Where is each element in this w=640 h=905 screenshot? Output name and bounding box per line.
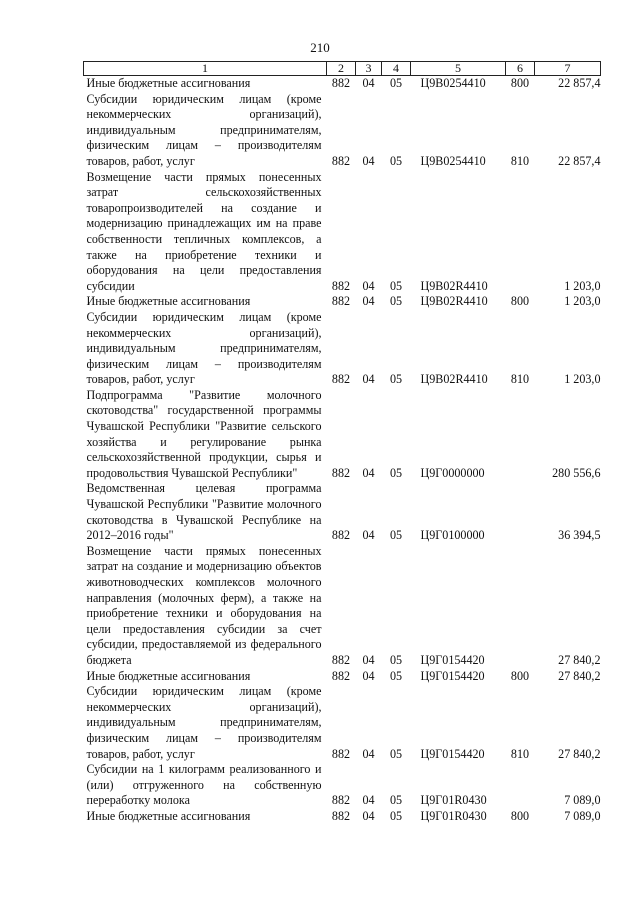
table-row (84, 388, 601, 482)
row-ministry-code: 882 (331, 793, 351, 808)
row-section-code: 04 (362, 294, 375, 309)
table-body (84, 76, 601, 825)
row-subsection-code: 05 (389, 465, 403, 480)
header-col-7: 7 (535, 62, 601, 76)
row-subsection-code: 05 (389, 294, 403, 309)
row-target-article: Ц9Г01R0430 (420, 808, 487, 823)
row-amount: 27 840,2 (558, 746, 601, 761)
row-expense-type: 800 (510, 808, 530, 823)
table-row (84, 669, 601, 685)
row-subsection-code: 05 (389, 746, 403, 761)
row-expense-type: 800 (510, 294, 530, 309)
row-subsection-code: 05 (389, 76, 403, 90)
row-expense-type: 810 (510, 746, 530, 761)
row-subsection-code: 05 (389, 668, 403, 683)
row-ministry-code: 882 (331, 153, 351, 168)
row-subsection-code: 05 (389, 278, 403, 293)
row-amount: 1 203,0 (564, 372, 601, 387)
row-target-article: Ц9В02R4410 (420, 278, 488, 293)
row-target-article: Ц9В02R4410 (420, 294, 488, 309)
row-section-code: 04 (362, 465, 375, 480)
row-name: Иные бюджетные ассигнования (86, 668, 251, 683)
row-name: Возмещение части прямых понесенных затрат на создание и модернизацию объектов животноводческих комплексов молочного направления (молочных ферм), а также на приобретение техники и оборудования на цели предоставления субсидии за счет субсидии, предоставляемой из федерального бюджета (86, 543, 322, 667)
row-name: Ведомственная целевая программа Чувашской Республики "Развитие молочного скотоводства в Чувашской Республике на 2012–2016 годы" (86, 481, 322, 543)
row-ministry-code: 882 (331, 668, 351, 683)
row-expense-type: 800 (510, 76, 530, 90)
row-name: Субсидии на 1 килограмм реализованного и (или) отгруженного на собственную переработку молока (86, 762, 322, 808)
row-ministry-code: 882 (331, 76, 351, 90)
row-amount: 22 857,4 (558, 76, 601, 90)
table-row (84, 809, 601, 825)
row-expense-type (506, 762, 535, 809)
row-amount: 22 857,4 (558, 153, 601, 168)
row-expense-type (506, 388, 535, 482)
row-section-code: 04 (362, 278, 375, 293)
header-col-1: 1 (84, 62, 327, 76)
row-subsection-code: 05 (389, 528, 403, 543)
row-target-article: Ц9Г0000000 (420, 465, 485, 480)
row-section-code: 04 (362, 153, 375, 168)
header-col-3: 3 (356, 62, 382, 76)
row-ministry-code: 882 (331, 652, 351, 667)
row-ministry-code: 882 (331, 372, 351, 387)
row-amount: 7 089,0 (564, 808, 601, 823)
table-row (84, 76, 601, 92)
table-row (84, 170, 601, 295)
row-target-article: Ц9Г0154420 (420, 668, 485, 683)
row-name: Подпрограмма "Развитие молочного скотоводства" государственной программы Чувашской Республики "Развитие сельского хозяйства и регулирование рынка сельскохозяйственной продукции, сырья и продовольствия Чувашской Республики" (86, 387, 322, 480)
row-target-article: Ц9В0254410 (420, 153, 486, 168)
row-target-article: Ц9В02R4410 (420, 372, 488, 387)
row-subsection-code: 05 (389, 153, 403, 168)
table-row (84, 310, 601, 388)
row-target-article: Ц9В0254410 (420, 76, 486, 90)
row-amount: 1 203,0 (564, 294, 601, 309)
table-row (84, 762, 601, 809)
row-target-article: Ц9Г01R0430 (420, 793, 487, 808)
row-ministry-code: 882 (331, 528, 351, 543)
table-row (84, 684, 601, 762)
row-section-code: 04 (362, 668, 375, 683)
row-ministry-code: 882 (331, 278, 351, 293)
row-ministry-code: 882 (331, 465, 351, 480)
row-name: Иные бюджетные ассигнования (86, 294, 251, 309)
row-section-code: 04 (362, 652, 375, 667)
row-expense-type (506, 481, 535, 543)
row-ministry-code: 882 (331, 808, 351, 823)
row-expense-type: 810 (510, 153, 530, 168)
row-ministry-code: 882 (331, 294, 351, 309)
row-section-code: 04 (362, 76, 375, 90)
table-row (84, 92, 601, 170)
row-section-code: 04 (362, 808, 375, 823)
row-name: Субсидии юридическим лицам (кроме некоммерческих организаций), индивидуальным предпринимателям, физическим лицам – производителям товаров, работ, услуг (86, 91, 322, 168)
row-expense-type (506, 170, 535, 295)
row-section-code: 04 (362, 793, 375, 808)
row-expense-type (506, 544, 535, 669)
header-col-6: 6 (506, 62, 535, 76)
row-section-code: 04 (362, 372, 375, 387)
row-target-article: Ц9Г0154420 (420, 746, 485, 761)
row-section-code: 04 (362, 746, 375, 761)
table-row (84, 544, 601, 669)
header-col-4: 4 (382, 62, 411, 76)
row-subsection-code: 05 (389, 808, 403, 823)
row-amount: 1 203,0 (564, 278, 601, 293)
row-amount: 280 556,6 (552, 465, 601, 480)
row-target-article: Ц9Г0154420 (420, 652, 485, 667)
table-header (84, 62, 601, 76)
row-subsection-code: 05 (389, 652, 403, 667)
page-number: 210 (310, 40, 330, 55)
table-row (84, 481, 601, 543)
row-expense-type: 810 (510, 372, 530, 387)
row-amount: 36 394,5 (558, 528, 601, 543)
row-name: Возмещение части прямых понесенных затрат сельскохозяйственных товаропроизводителей на создание и модернизацию принадлежащих им на праве собственности тепличных комплексов, а также на приобретение техники и оборудования на цели предоставления субсидии (86, 169, 322, 293)
row-subsection-code: 05 (389, 793, 403, 808)
header-col-2: 2 (327, 62, 356, 76)
row-expense-type: 800 (510, 668, 530, 683)
table-row (84, 294, 601, 310)
row-amount: 7 089,0 (564, 793, 601, 808)
budget-table (83, 61, 601, 825)
row-name: Иные бюджетные ассигнования (86, 76, 251, 90)
row-subsection-code: 05 (389, 372, 403, 387)
row-name: Субсидии юридическим лицам (кроме некоммерческих организаций), индивидуальным предпринимателям, физическим лицам – производителям товаров, работ, услуг (86, 309, 322, 387)
row-amount: 27 840,2 (558, 668, 601, 683)
row-name: Субсидии юридическим лицам (кроме некоммерческих организаций), индивидуальным предпринимателям, физическим лицам – производителям товаров, работ, услуг (86, 684, 322, 761)
header-col-5: 5 (411, 62, 506, 76)
row-amount: 27 840,2 (558, 652, 601, 667)
header-row (84, 62, 601, 76)
row-target-article: Ц9Г0100000 (420, 528, 485, 543)
row-name: Иные бюджетные ассигнования (86, 808, 251, 823)
row-ministry-code: 882 (331, 746, 351, 761)
row-section-code: 04 (362, 528, 375, 543)
